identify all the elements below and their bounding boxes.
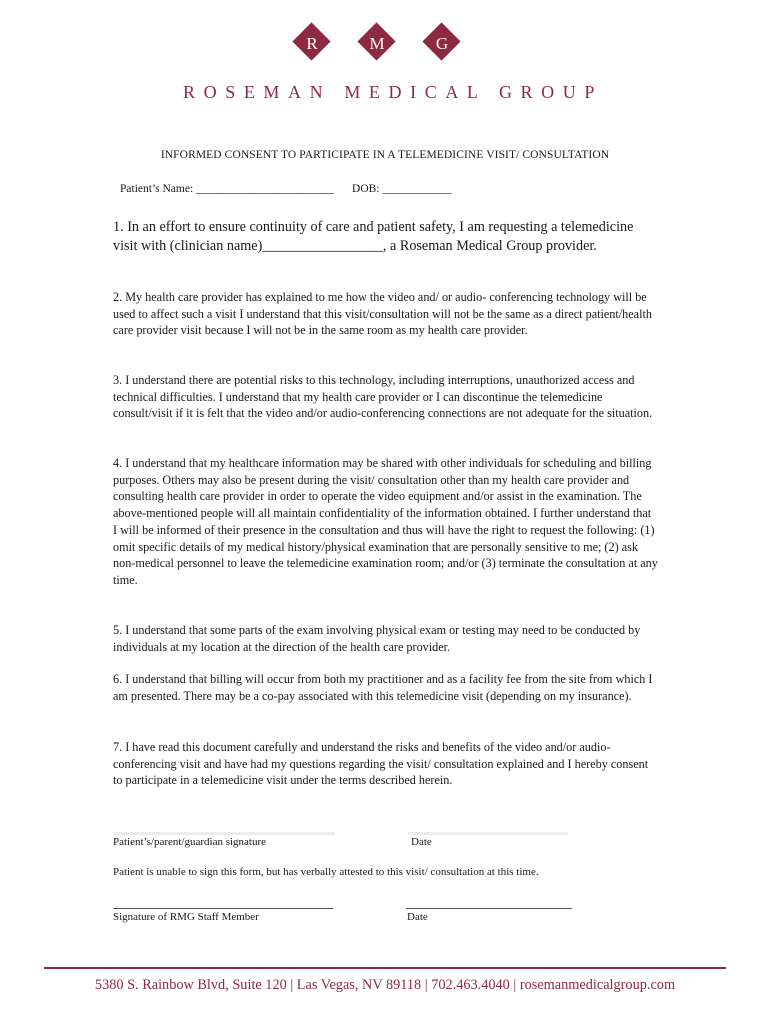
- consent-paragraph-3: 3. I understand there are potential risks to this technology, including interruptions, unauthorized access and technical difficulties. I understand that my health care provider or I can discontinue the telemedicine consult/visit if it is felt that the video and/or audio-conferencing connections are not adequate for the situation.: [113, 373, 653, 421]
- consent-paragraph-1: 1. In an effort to ensure continuity of care and patient safety, I am requesting a telemedicine visit with (clinician name)_________________, a Roseman Medical Group provider.: [113, 219, 634, 254]
- footer-contact: 5380 S. Rainbow Blvd, Suite 120 | Las Vegas, NV 89118 | 702.463.4040 | rosemanmedicalgroup.com: [94, 977, 676, 993]
- staff-signature-label: Signature of RMG Staff Member: [113, 911, 259, 923]
- consent-paragraph-2: 2. My health care provider has explained to me how the video and/ or audio- conferencing technology will be used to affect such a visit I understand that this visit/consultation will not be the same as a direct patient/health care provider visit because I will not be in the same room as my health care provider.: [113, 290, 652, 338]
- patient-info-line: [120, 183, 451, 195]
- staff-signature-line[interactable]: [113, 908, 333, 909]
- consent-paragraph-7: 7. I have read this document carefully and understand the risks and benefits of the video and/or audio- conferencing visit and have had my questions regarding the visit/ consultation explained and I hereby consent to participate in a telemedicine visit under the terms described herein.: [113, 740, 649, 788]
- verbal-attestation-note: Patient is unable to sign this form, but has verbally attested to this visit/ consultation at this time.: [113, 866, 539, 878]
- staff-date-line[interactable]: [406, 908, 572, 909]
- logo-letter-r: R: [306, 34, 318, 53]
- patient-name-field[interactable]: Patient’s Name: ________________________: [120, 183, 335, 195]
- document-title: INFORMED CONSENT TO PARTICIPATE IN A TELEMEDICINE VISIT/ CONSULTATION: [160, 149, 610, 161]
- staff-date-label: Date: [407, 911, 428, 923]
- patient-date-label: Date: [411, 836, 432, 848]
- dob-field[interactable]: DOB: ____________: [352, 183, 452, 195]
- footer-divider: [44, 967, 726, 969]
- organization-name: ROSEMAN MEDICAL GROUP: [183, 82, 603, 102]
- consent-paragraph-4: 4. I understand that my healthcare information may be shared with other individuals for scheduling and billing purposes. Others may also be present during the visit/ consultation other than my health care provider and consulting health care provider in order to operate the video equipment and/or assist in the examination. The above-mentioned people will all maintain confidentiality of the information obtained. I further understand that I will be informed of their presence in the consultation and thus will have the right to request the following: (1) omit specific details of my medical history/physical examination that are personally sensitive to me; (2) ask non-medical personnel to leave the telemedicine examination room; and/or (3) terminate the consultation at any time.: [113, 456, 658, 587]
- patient-signature-label: Patient’s/parent/guardian signature: [113, 836, 267, 848]
- consent-paragraph-5: 5. I understand that some parts of the exam involving physical exam or testing may need to be conducted by individuals at my location at the direction of the health care provider.: [113, 623, 641, 654]
- patient-date-line[interactable]: [408, 832, 568, 835]
- patient-signature-line[interactable]: [113, 832, 335, 835]
- logo-letter-m: M: [369, 34, 385, 53]
- logo-letter-g: G: [435, 34, 449, 53]
- rmg-logo: [292, 24, 462, 64]
- consent-paragraph-6: 6. I understand that billing will occur from both my practitioner and as a facility fee from the site from which I am presented. There may be a co-pay associated with this telemedicine visit (depending on my insurance).: [113, 672, 653, 703]
